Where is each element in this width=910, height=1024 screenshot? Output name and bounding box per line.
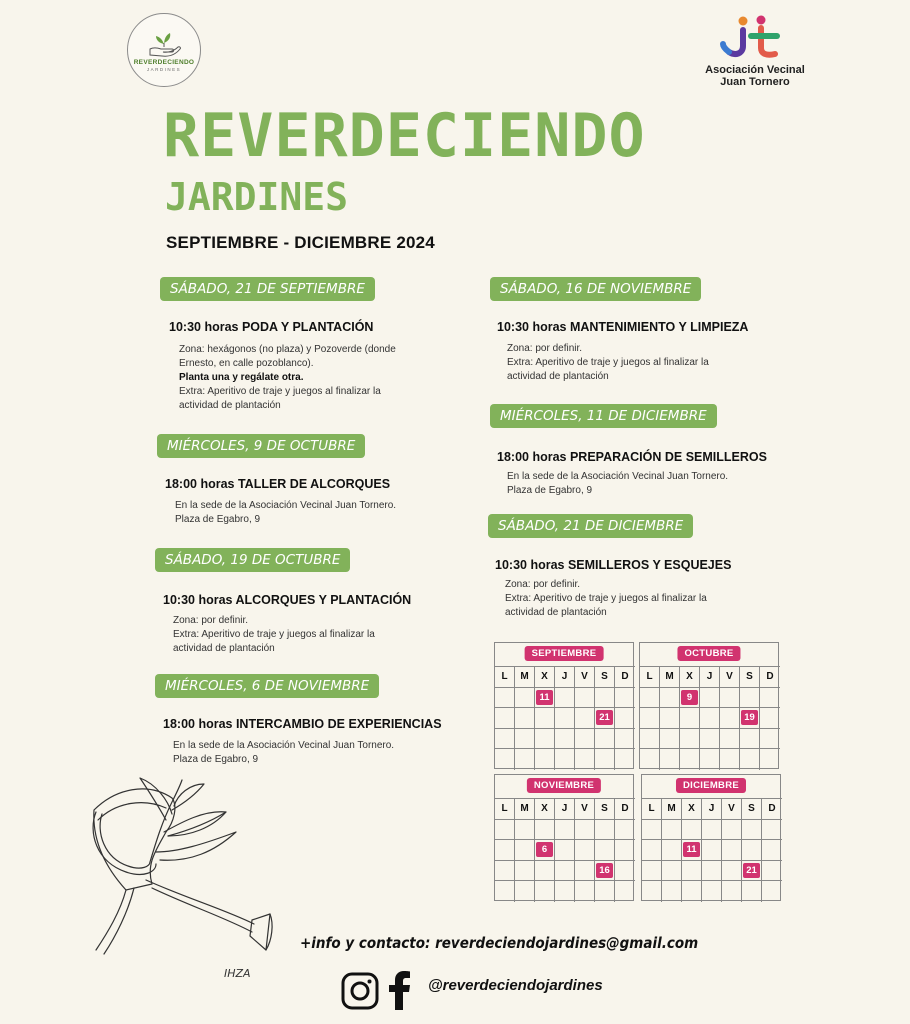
weekday-label: S xyxy=(742,799,762,820)
calendar-day-cell xyxy=(515,881,535,902)
calendar-day-cell xyxy=(555,749,575,770)
event-detail-line: Zona: por definir. xyxy=(505,579,581,590)
calendar-day-cell xyxy=(575,708,595,729)
event-date-badge: MIÉRCOLES, 11 DE DICIEMBRE xyxy=(490,404,717,428)
weekday-label: S xyxy=(595,667,615,688)
calendar-day-cell xyxy=(495,861,515,882)
calendar-day-cell xyxy=(535,861,555,882)
calendar-day-cell xyxy=(535,881,555,902)
calendar-day-cell xyxy=(720,729,740,750)
weekday-label: V xyxy=(575,799,595,820)
calendar-day-cell xyxy=(702,840,722,861)
calendar-day-cell xyxy=(680,749,700,770)
calendar-day-cell xyxy=(535,820,555,841)
calendar-day-cell xyxy=(642,881,662,902)
page-title: REVERDECIENDO xyxy=(163,101,646,171)
calendar-day-cell xyxy=(762,861,782,882)
calendar-day-cell xyxy=(515,688,535,709)
weekday-label: L xyxy=(495,667,515,688)
calendar-day-cell xyxy=(595,861,615,882)
calendar-day-cell xyxy=(722,840,742,861)
calendar-day-cell xyxy=(642,861,662,882)
calendar-day-cell xyxy=(760,688,780,709)
calendar-day-cell xyxy=(742,820,762,841)
asociacion-logo xyxy=(700,14,810,94)
calendar-day-cell xyxy=(495,881,515,902)
calendar-day-cell xyxy=(515,749,535,770)
calendar-day-cell xyxy=(740,729,760,750)
weekday-label: X xyxy=(682,799,702,820)
weekday-label: M xyxy=(662,799,682,820)
calendar-day-cell xyxy=(722,881,742,902)
calendar-day-cell xyxy=(742,840,762,861)
calendar-day-cell xyxy=(555,881,575,902)
calendar-day-cell xyxy=(495,749,515,770)
calendar-day-cell xyxy=(575,881,595,902)
event-detail-line: En la sede de la Asociación Vecinal Juan Tornero. xyxy=(175,500,397,511)
calendar-day-cell xyxy=(760,729,780,750)
weekday-label: S xyxy=(595,799,615,820)
calendar-day-cell xyxy=(662,840,682,861)
calendar-month-label: NOVIEMBRE xyxy=(527,778,601,793)
calendar-day-cell xyxy=(660,708,680,729)
calendar-day-cell xyxy=(575,820,595,841)
highlighted-day: 6 xyxy=(536,842,553,857)
weekday-label: D xyxy=(760,667,780,688)
calendar-day-cell xyxy=(642,840,662,861)
event-description xyxy=(507,342,709,384)
weekday-label: M xyxy=(515,667,535,688)
event-date-badge: SÁBADO, 19 DE OCTUBRE xyxy=(155,548,350,572)
event-detail-line: actividad de plantación xyxy=(179,400,281,411)
event-detail-line: actividad de plantación xyxy=(505,607,607,618)
event-description xyxy=(175,499,396,527)
calendar-day-cell xyxy=(660,749,680,770)
calendar-day-cell xyxy=(535,708,555,729)
event-title: 10:30 horas ALCORQUES Y PLANTACIÓN xyxy=(163,593,412,607)
calendar-day-cell xyxy=(575,840,595,861)
event-description xyxy=(179,343,396,413)
calendar-day-cell xyxy=(595,881,615,902)
social-handle[interactable]: @reverdeciendojardines xyxy=(428,977,603,994)
contact-info[interactable]: +info y contacto: reverdeciendojardines@gmail.com xyxy=(300,934,699,952)
calendar-day-cell xyxy=(555,729,575,750)
calendar-day-cell xyxy=(615,840,635,861)
calendar-day-cell xyxy=(722,861,742,882)
calendar-day-cell xyxy=(515,729,535,750)
calendar-day-cell xyxy=(680,729,700,750)
calendar-day-cell xyxy=(640,729,660,750)
highlighted-day: 21 xyxy=(743,863,760,878)
calendar-day-cell xyxy=(595,729,615,750)
calendar-day-cell xyxy=(595,820,615,841)
calendar-day-cell xyxy=(720,688,740,709)
event-detail-line: En la sede de la Asociación Vecinal Juan Tornero. xyxy=(507,471,729,482)
calendar-day-cell xyxy=(595,708,615,729)
calendar-day-cell xyxy=(575,688,595,709)
calendar-day-cell xyxy=(640,708,660,729)
calendar-day-cell xyxy=(615,820,635,841)
highlighted-day: 11 xyxy=(536,690,553,705)
calendar-day-cell xyxy=(740,688,760,709)
highlighted-day: 19 xyxy=(741,710,758,725)
calendar-day-cell xyxy=(740,708,760,729)
calendar-day-cell xyxy=(700,729,720,750)
calendar-day-cell xyxy=(682,820,702,841)
calendar-day-cell xyxy=(720,708,740,729)
calendar-grid xyxy=(641,774,781,901)
weekday-label: M xyxy=(515,799,535,820)
calendar-day-cell xyxy=(495,708,515,729)
instagram-icon[interactable] xyxy=(341,972,379,1010)
calendar-grid xyxy=(494,642,634,769)
event-title: 18:00 horas PREPARACIÓN DE SEMILLEROS xyxy=(497,450,767,464)
highlighted-day: 11 xyxy=(683,842,700,857)
weekday-label: J xyxy=(702,799,722,820)
calendar-day-cell xyxy=(760,749,780,770)
calendar-month-label: OCTUBRE xyxy=(677,646,740,661)
event-date-badge: SÁBADO, 21 DE DICIEMBRE xyxy=(488,514,693,538)
calendar-day-cell xyxy=(615,749,635,770)
event-detail-line: Zona: por definir. xyxy=(173,615,249,626)
calendar-day-cell xyxy=(722,820,742,841)
event-date-badge: MIÉRCOLES, 6 DE NOVIEMBRE xyxy=(155,674,379,698)
weekday-label: L xyxy=(495,799,515,820)
event-detail-line: Zona: hexágonos (no plaza) y Pozoverde (donde xyxy=(179,344,396,355)
calendar-day-cell xyxy=(515,840,535,861)
calendar-day-cell xyxy=(575,729,595,750)
calendar-day-cell xyxy=(555,708,575,729)
weekday-label: V xyxy=(722,799,742,820)
weekday-label: J xyxy=(555,667,575,688)
event-detail-line: actividad de plantación xyxy=(173,643,275,654)
event-detail-line: Ernesto, en calle pozoblanco). xyxy=(179,358,314,369)
calendar-day-cell xyxy=(615,708,635,729)
weekday-label: D xyxy=(762,799,782,820)
calendar-day-cell xyxy=(615,729,635,750)
calendar-day-cell xyxy=(615,688,635,709)
calendar-month-label: DICIEMBRE xyxy=(676,778,746,793)
calendar-day-cell xyxy=(595,840,615,861)
calendar-day-cell xyxy=(640,749,660,770)
artist-signature: IHZA xyxy=(224,967,251,980)
calendar-day-cell xyxy=(682,840,702,861)
calendar-day-cell xyxy=(555,840,575,861)
calendar-november xyxy=(494,774,634,901)
watering-can-illustration xyxy=(86,772,296,987)
event-detail-line: actividad de plantación xyxy=(507,371,609,382)
calendar-day-cell xyxy=(535,688,555,709)
weekday-label: J xyxy=(555,799,575,820)
calendar-september xyxy=(494,642,634,769)
calendar-october xyxy=(639,642,779,769)
event-detail-line: Plaza de Egabro, 9 xyxy=(507,485,593,496)
weekday-label: D xyxy=(615,799,635,820)
event-detail-line: Plaza de Egabro, 9 xyxy=(173,754,259,765)
page-subtitle: JARDINES xyxy=(165,175,349,219)
calendar-day-cell xyxy=(495,840,515,861)
weekday-label: D xyxy=(615,667,635,688)
logo-name: REVERDECIENDO xyxy=(133,58,195,66)
event-title: 10:30 horas MANTENIMIENTO Y LIMPIEZA xyxy=(497,320,749,334)
calendar-day-cell xyxy=(535,729,555,750)
calendar-day-cell xyxy=(615,861,635,882)
calendar-day-cell xyxy=(595,688,615,709)
logo-subtitle: JARDINES xyxy=(146,66,182,72)
calendar-day-cell xyxy=(535,840,555,861)
calendar-day-cell xyxy=(662,820,682,841)
jt-logo-icon xyxy=(719,14,791,64)
calendar-day-cell xyxy=(740,749,760,770)
calendar-day-cell xyxy=(720,749,740,770)
event-description xyxy=(505,578,707,620)
calendar-day-cell xyxy=(702,861,722,882)
calendar-day-cell xyxy=(742,861,762,882)
date-range: SEPTIEMBRE - DICIEMBRE 2024 xyxy=(166,233,435,252)
calendar-december xyxy=(641,774,781,901)
calendar-day-cell xyxy=(515,861,535,882)
calendar-day-cell xyxy=(700,749,720,770)
calendar-day-cell xyxy=(702,881,722,902)
calendar-day-cell xyxy=(640,688,660,709)
weekday-label: V xyxy=(575,667,595,688)
calendar-day-cell xyxy=(762,840,782,861)
event-description xyxy=(173,614,375,656)
event-title: 18:00 horas TALLER DE ALCORQUES xyxy=(165,477,391,491)
calendar-day-cell xyxy=(555,820,575,841)
weekday-label: V xyxy=(720,667,740,688)
calendar-day-cell xyxy=(495,688,515,709)
weekday-label: L xyxy=(642,799,662,820)
event-date-badge: MIÉRCOLES, 9 DE OCTUBRE xyxy=(157,434,365,458)
calendar-day-cell xyxy=(700,688,720,709)
highlighted-day: 21 xyxy=(596,710,613,725)
calendar-day-cell xyxy=(682,881,702,902)
event-detail-line: Extra: Aperitivo de traje y juegos al finalizar la xyxy=(505,593,707,604)
calendar-grid xyxy=(494,774,634,901)
weekday-label: J xyxy=(700,667,720,688)
event-title: 10:30 horas SEMILLEROS Y ESQUEJES xyxy=(495,558,732,572)
weekday-label: S xyxy=(740,667,760,688)
calendar-day-cell xyxy=(660,729,680,750)
calendar-day-cell xyxy=(762,881,782,902)
calendar-day-cell xyxy=(662,881,682,902)
calendar-day-cell xyxy=(702,820,722,841)
calendar-day-cell xyxy=(660,688,680,709)
calendar-month-label: SEPTIEMBRE xyxy=(525,646,604,661)
calendar-day-cell xyxy=(555,688,575,709)
event-detail-line: En la sede de la Asociación Vecinal Juan Tornero. xyxy=(173,740,395,751)
event-detail-line: Planta una y regálate otra. xyxy=(179,372,304,383)
event-detail-line: Extra: Aperitivo de traje y juegos al finalizar la xyxy=(173,629,375,640)
org-name-line-1: Asociación Vecinal xyxy=(705,64,805,76)
calendar-day-cell xyxy=(615,881,635,902)
facebook-icon[interactable] xyxy=(389,970,411,1010)
calendar-day-cell xyxy=(680,708,700,729)
weekday-label: X xyxy=(680,667,700,688)
event-detail-line: Extra: Aperitivo de traje y juegos al finalizar la xyxy=(507,357,709,368)
calendar-day-cell xyxy=(595,749,615,770)
calendar-day-cell xyxy=(742,881,762,902)
highlighted-day: 9 xyxy=(681,690,698,705)
event-detail-line: Extra: Aperitivo de traje y juegos al finalizar la xyxy=(179,386,381,397)
event-title: 10:30 horas PODA Y PLANTACIÓN xyxy=(169,320,374,334)
org-name-line-2: Juan Tornero xyxy=(720,76,790,88)
reverdeciendo-logo xyxy=(127,13,201,87)
event-title: 18:00 horas INTERCAMBIO DE EXPERIENCIAS xyxy=(163,717,442,731)
calendar-day-cell xyxy=(680,688,700,709)
calendar-day-cell xyxy=(495,820,515,841)
event-detail-line: Plaza de Egabro, 9 xyxy=(175,514,261,525)
plant-in-hand-icon xyxy=(144,29,184,59)
calendar-day-cell xyxy=(495,729,515,750)
weekday-label: L xyxy=(640,667,660,688)
calendar-day-cell xyxy=(575,749,595,770)
event-detail-line: Zona: por definir. xyxy=(507,343,583,354)
calendar-day-cell xyxy=(682,861,702,882)
event-date-badge: SÁBADO, 21 DE SEPTIEMBRE xyxy=(160,277,375,301)
calendar-day-cell xyxy=(555,861,575,882)
calendar-day-cell xyxy=(662,861,682,882)
weekday-label: X xyxy=(535,799,555,820)
event-date-badge: SÁBADO, 16 DE NOVIEMBRE xyxy=(490,277,701,301)
calendar-day-cell xyxy=(515,820,535,841)
calendar-day-cell xyxy=(760,708,780,729)
calendar-day-cell xyxy=(575,861,595,882)
calendar-day-cell xyxy=(515,708,535,729)
calendar-day-cell xyxy=(700,708,720,729)
calendar-day-cell xyxy=(642,820,662,841)
weekday-label: X xyxy=(535,667,555,688)
calendar-day-cell xyxy=(535,749,555,770)
event-description xyxy=(173,739,394,767)
event-description xyxy=(507,470,728,498)
calendar-day-cell xyxy=(762,820,782,841)
calendar-grid xyxy=(639,642,779,769)
highlighted-day: 16 xyxy=(596,863,613,878)
weekday-label: M xyxy=(660,667,680,688)
